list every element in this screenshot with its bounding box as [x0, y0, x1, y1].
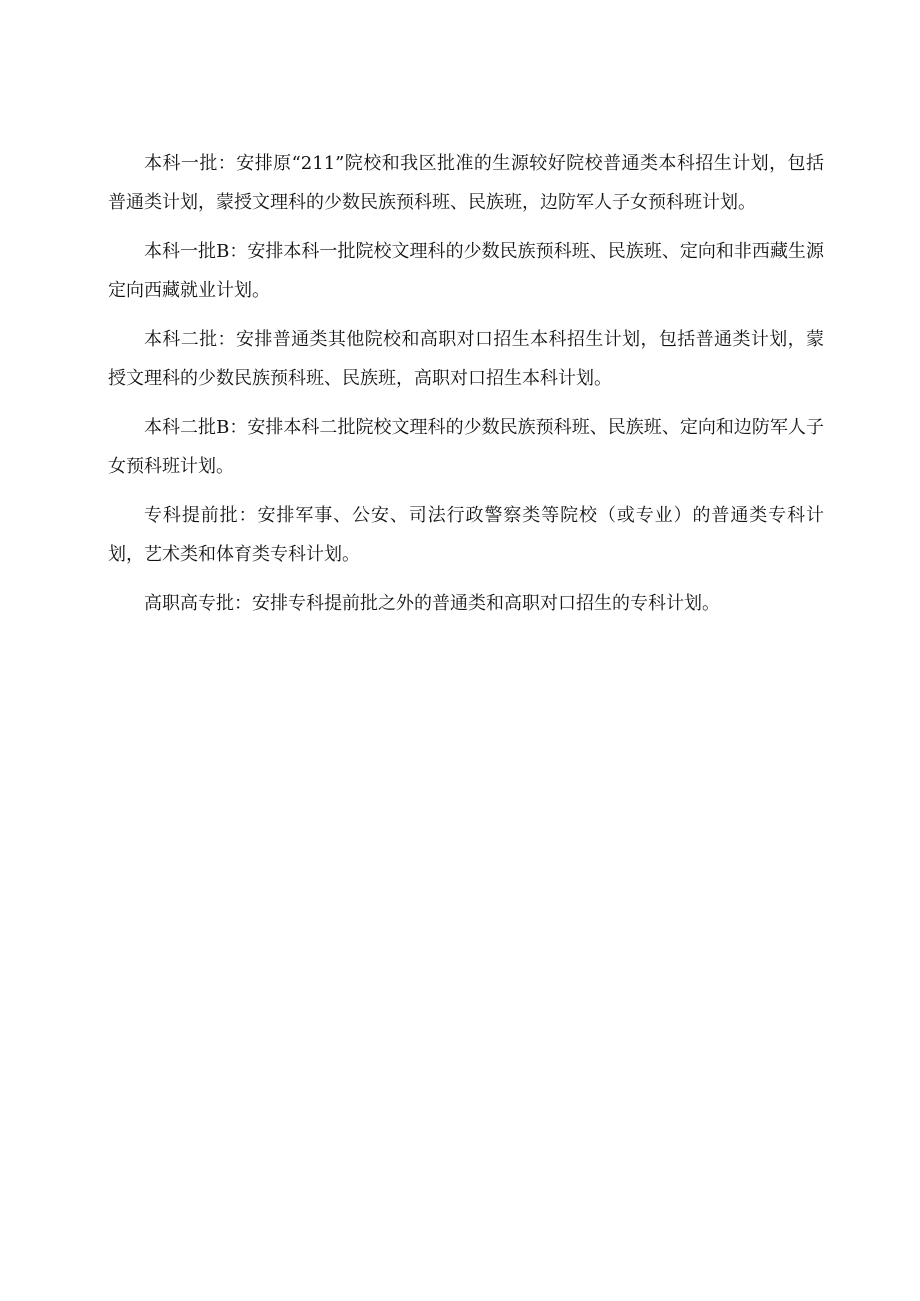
paragraph-batch-2: 本科二批：安排普通类其他院校和高职对口招生本科招生计划，包括普通类计划，蒙授文理科的少数民族预科班、民族班，高职对口招生本科计划。 [108, 329, 824, 389]
paragraph-higher-vocational: 高职高专批：安排专科提前批之外的普通类和高职对口招生的专科计划。 [144, 593, 720, 614]
paragraph-vocational-early: 专科提前批：安排军事、公安、司法行政警察类等院校（或专业）的普通类专科计划，艺术类和体育类专科计划。 [108, 505, 824, 565]
paragraph-batch-1b: 本科一批B：安排本科一批院校文理科的少数民族预科班、民族班、定向和非西藏生源定向西藏就业计划。 [108, 241, 824, 301]
document-body [108, 144, 824, 633]
paragraph-batch-2b: 本科二批B：安排本科二批院校文理科的少数民族预科班、民族班、定向和边防军人子女预科班计划。 [108, 417, 824, 477]
paragraph-batch-1: 本科一批：安排原“211”院校和我区批准的生源较好院校普通类本科招生计划，包括普通类计划，蒙授文理科的少数民族预科班、民族班，边防军人子女预科班计划。 [108, 153, 824, 213]
